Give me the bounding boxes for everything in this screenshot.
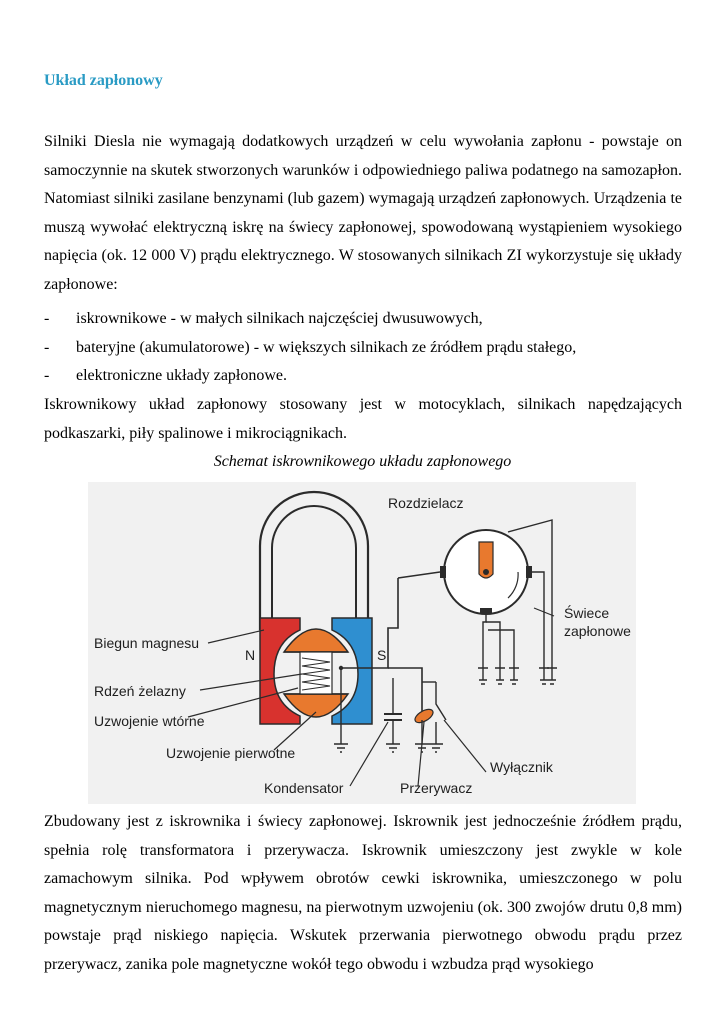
label-pole-n: N [245,647,256,663]
label-pole-s: S [377,647,387,663]
list-item-text: bateryjne (akumulatorowe) - w większych silnikach ze źródłem prądu stałego, [76,338,577,356]
list-item [44,305,684,334]
distributor-contact-right [526,566,532,578]
list-item [44,362,684,391]
list-dash: - [44,367,50,385]
label-capacitor: Kondensator [264,780,344,796]
label-magnet-pole: Biegun magnesu [94,635,200,651]
label-breaker: Przerywacz [400,780,473,796]
paragraph-construction: Zbudowany jest z iskrownika i świecy zapłonowej. Iskrownik jest jednocześnie źródłem prądu, spełnia rolę transformatora i przerywacza. Iskrownik umieszczony jest zwykle w kole zamachowym silnika. Pod wpływem obrotów cewki iskrownika, umieszczonego w polu magnetycznym nieruchomego magnesu, na pierwotnym uzwojeniu (ok. 300 zwojów drutu 0,8 mm) powstaje prąd niskiego napięcia. Wskutek przerwania pierwotnego obwodu prądu przez przerywacz, zanika pole magnetyczne wokół tego obwodu i wzbudza prąd wysokiego [44,813,682,973]
list-dash: - [44,310,50,327]
magneto-ignition-diagram [88,482,636,804]
label-primary-winding: Uzwojenie pierwotne [166,745,296,761]
label-switch: Wyłącznik [490,759,553,775]
label-spark-plugs-1: Świece [564,605,610,621]
paragraph-intro: Silniki Diesla nie wymagają dodatkowych urządzeń w celu wywołania zapłonu - powstaje on samoczynnie na skutek stworzonych warunków i odpowiedniego paliwa podatnego na samozapłon. Natomiast silniki zasilane benzynami (lub gazem) wymagają urządzeń zapłonowych. Urządzenia te muszą wywołać elektryczną iskrę na świecy zapłonowej, spowodowaną wystąpieniem wysokiego napięcia (ok. 12 000 V) prądu elektrycznego. W stosowanych silnikach ZI wykorzystuje się układy zapłonowe: [44,133,682,293]
list-dash: - [44,338,50,356]
list-item-text: elektroniczne układy zapłonowe. [76,367,288,385]
list-item-text: iskrownikowe - w małych silnikach najczęściej dwusuwowych, [76,310,483,327]
ignition-types-list [44,305,684,391]
label-spark-plugs-2: zapłonowe [564,623,631,639]
distributor-contact-bottom [480,608,492,614]
label-iron-core: Rdzeń żelazny [94,683,186,699]
list-item [44,334,684,363]
figure-caption: Schemat iskrownikowego układu zapłonowego [213,453,512,470]
label-secondary-winding: Uzwojenie wtórne [94,713,205,729]
section-heading: Układ zapłonowy [44,72,163,89]
distributor-contact-left [440,566,446,578]
distributor-shaft [483,569,489,575]
paragraph-magneto-usage: Iskrownikowy układ zapłonowy stosowany jest w motocyklach, silnikach napędzających podkaszarki, piły spalinowe i mikrociągnikach. [44,396,682,442]
label-distributor: Rozdzielacz [388,495,464,511]
